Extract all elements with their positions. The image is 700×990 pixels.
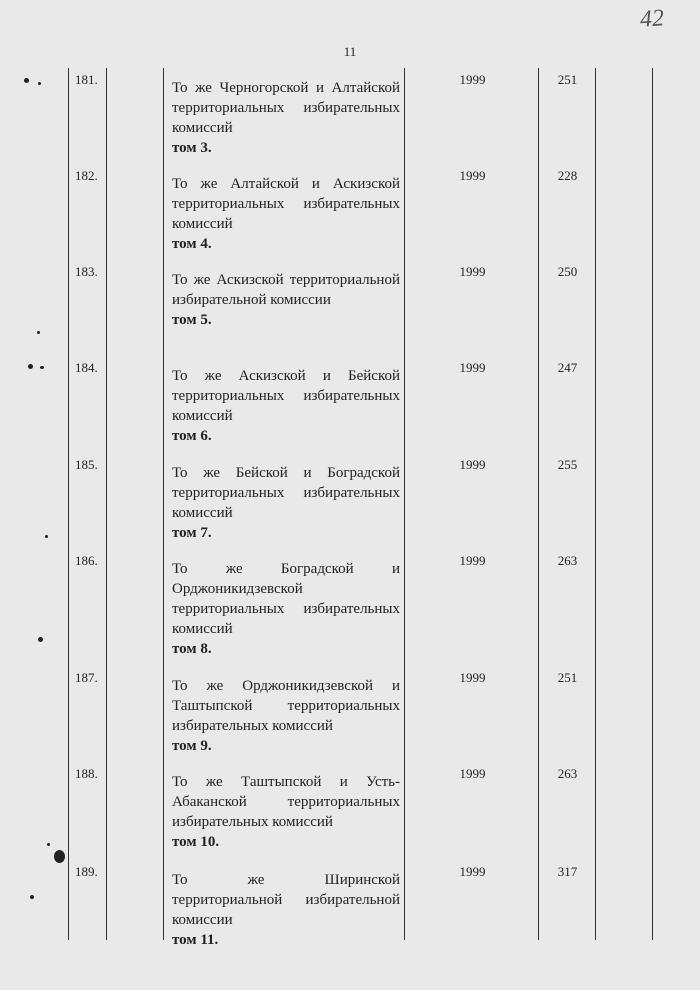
row-description — [172, 366, 400, 446]
row-year: 1999 — [459, 864, 486, 879]
scan-mark — [30, 895, 34, 899]
description-text: То же Орджоникидзевской и Таштыпской территориальных избирательных комиссий — [172, 678, 400, 734]
row-description — [172, 463, 400, 543]
row-year: 1999 — [459, 72, 486, 87]
volume-label: том 4. — [172, 236, 212, 252]
scan-mark — [45, 535, 48, 538]
scan-mark — [38, 637, 43, 642]
description-text: То же Черногорской и Алтайской территориальных избирательных комиссий — [172, 80, 400, 136]
row-page-count: 247 — [557, 360, 578, 375]
row-page-count: 228 — [557, 168, 578, 183]
row-index: 188. — [75, 766, 98, 781]
description-text: То же Алтайской и Аскизской территориальных избирательных комиссий — [172, 176, 400, 232]
page-number: 11 — [343, 44, 357, 59]
column-rule — [652, 68, 653, 940]
column-rule — [163, 68, 164, 940]
column-rule — [68, 68, 69, 940]
scan-mark — [47, 843, 50, 846]
row-description — [172, 870, 400, 950]
row-year: 1999 — [459, 168, 486, 183]
row-year: 1999 — [459, 766, 486, 781]
row-index: 184. — [75, 360, 98, 375]
sheet-number-handwritten: 42 — [639, 5, 665, 33]
row-index: 183. — [75, 264, 98, 279]
row-index: 186. — [75, 553, 98, 568]
volume-label: том 9. — [172, 738, 212, 754]
row-index: 181. — [75, 72, 98, 87]
scan-mark — [28, 364, 33, 369]
row-page-count: 255 — [557, 457, 578, 472]
scan-mark — [24, 78, 29, 83]
row-index: 187. — [75, 670, 98, 685]
description-text: То же Таштыпской и Усть-Абаканской территориальных избирательных комиссий — [172, 774, 400, 830]
scan-mark — [54, 850, 65, 863]
column-rule — [404, 68, 405, 940]
row-page-count: 250 — [557, 264, 578, 279]
description-text: То же Ширинской территориальной избирательной комиссии — [172, 872, 400, 928]
row-index: 185. — [75, 457, 98, 472]
scan-mark — [37, 331, 40, 334]
row-year: 1999 — [459, 553, 486, 568]
row-year: 1999 — [459, 360, 486, 375]
volume-label: том 8. — [172, 641, 212, 657]
row-year: 1999 — [459, 264, 486, 279]
volume-label: том 10. — [172, 834, 220, 850]
scan-mark — [38, 82, 41, 85]
volume-label: том 3. — [172, 140, 212, 156]
scan-mark — [40, 366, 44, 369]
description-text: То же Аскизской территориальной избирательной комиссии — [172, 272, 400, 308]
row-description — [172, 559, 400, 659]
row-description — [172, 676, 400, 756]
column-rule — [106, 68, 107, 940]
row-page-count: 263 — [557, 553, 578, 568]
volume-label: том 11. — [172, 932, 219, 948]
row-description — [172, 270, 400, 330]
row-page-count: 251 — [557, 670, 578, 685]
column-rule — [538, 68, 539, 940]
description-text: То же Боградской и Орджоникидзевской территориальных избирательных комиссий — [172, 561, 400, 637]
volume-label: том 5. — [172, 312, 212, 328]
volume-label: том 7. — [172, 525, 212, 541]
row-page-count: 251 — [557, 72, 578, 87]
row-page-count: 317 — [557, 864, 578, 879]
row-description — [172, 78, 400, 158]
row-year: 1999 — [459, 670, 486, 685]
row-index: 182. — [75, 168, 98, 183]
row-description — [172, 174, 400, 254]
description-text: То же Аскизской и Бейской территориальных избирательных комиссий — [172, 368, 400, 424]
row-year: 1999 — [459, 457, 486, 472]
column-rule — [595, 68, 596, 940]
description-text: То же Бейской и Боградской территориальных избирательных комиссий — [172, 465, 400, 521]
row-page-count: 263 — [557, 766, 578, 781]
row-description — [172, 772, 400, 852]
volume-label: том 6. — [172, 428, 212, 444]
row-index: 189. — [75, 864, 98, 879]
